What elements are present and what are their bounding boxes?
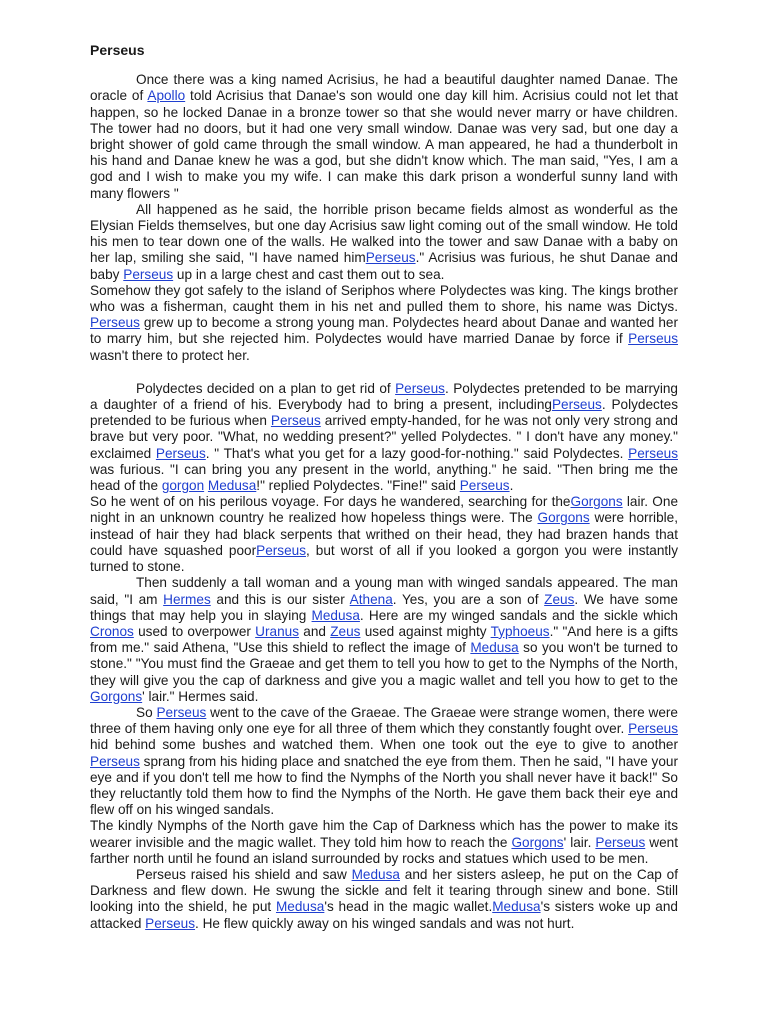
document-body <box>90 72 678 932</box>
link-perseus[interactable]: Perseus <box>145 915 196 931</box>
text-run: and <box>299 623 331 639</box>
text-run: ." "And here is a gifts from me." said Athena, "Use this shield to reflect the image of <box>90 623 679 656</box>
link-gorgons[interactable]: Gorgons <box>537 510 590 526</box>
link-perseus[interactable]: Perseus <box>551 397 602 413</box>
text-run: used to overpower <box>133 623 256 639</box>
text-run: . <box>509 478 514 494</box>
link-zeus[interactable]: Zeus <box>330 623 361 639</box>
text-run: wasn't there to protect her. <box>90 347 250 363</box>
link-medusa[interactable]: Medusa <box>492 899 541 915</box>
text-run: used against mighty <box>360 623 491 639</box>
text-run: . Here are my winged sandals and the sickle which <box>359 607 678 623</box>
text-run: went to the cave of the Graeae. The Graeae were strange women, there were three of them having only one eye for all three of them which they constantly fought over. <box>90 704 678 737</box>
text-run: Polydectes decided on a plan to get rid of <box>136 380 396 396</box>
text-run: . Polydectes pretended to be marrying a daughter of a friend of his. Everybody had to bring a present, including <box>90 380 678 413</box>
link-gorgon[interactable]: gorgon <box>161 478 205 494</box>
text-run: hid behind some bushes and watched them. When one took out the eye to give to another <box>90 737 678 753</box>
text-run: arrived empty-handed, for he was not only very strong and brave but very poor. "What, no wedding present?" yelled Polydectes. " I don't have any money." exclaimed <box>90 413 678 461</box>
link-perseus[interactable]: Perseus <box>90 315 140 331</box>
text-run: up in a large chest and cast them out to sea. <box>173 266 445 282</box>
paragraph <box>90 494 678 575</box>
link-cronos[interactable]: Cronos <box>90 623 134 639</box>
text-run: and this is our sister <box>210 591 350 607</box>
link-perseus[interactable]: Perseus <box>628 721 678 737</box>
link-medusa[interactable]: Medusa <box>275 899 325 915</box>
text-run: !" replied Polydectes. "Fine!" said <box>256 478 460 494</box>
text-run: . " That's what you get for a lazy good-for-nothing." said Polydectes. <box>205 445 629 461</box>
paragraph <box>90 818 678 867</box>
paragraph <box>90 867 678 932</box>
text-run: grew up to become a strong young man. Polydectes heard about Danae and wanted her to marry him, but she rejected him. Polydectes would have married Danae by force if <box>90 315 678 347</box>
text-run: ' lair." Hermes said. <box>142 688 259 704</box>
text-run: lair. One night in an unknown country he realized how hopeless things were. The <box>90 494 678 526</box>
link-medusa[interactable]: Medusa <box>470 640 519 656</box>
link-medusa[interactable]: Medusa <box>311 607 360 623</box>
link-apollo[interactable]: Apollo <box>147 88 186 104</box>
link-gorgons[interactable]: Gorgons <box>570 494 623 510</box>
document-page <box>90 42 678 932</box>
link-gorgons[interactable]: Gorgons <box>511 834 564 850</box>
text-run: went farther north until he found an island surrounded by rocks and statues which used to be men. <box>90 834 678 866</box>
paragraph <box>90 283 678 364</box>
text-run: , but worst of all if you looked a gorgon you were instantly turned to stone. <box>90 542 678 575</box>
text-run: Somehow they got safely to the island of Seriphos where Polydectes was king. The kings brother who was a fisherman, caught them in his net and pulled them to shore, his name was Dictys. <box>90 282 678 315</box>
link-uranus[interactable]: Uranus <box>255 623 299 639</box>
link-perseus[interactable]: Perseus <box>155 445 206 461</box>
text-run: sprang from his hiding place and snatched the eye from them. Then he said, "I have your eye and if you don't tell me how to find the Nymphs of the North you shall never have it back!" So they reluctantly told them how to find the Nymphs of the North. He gave them back their eye and flew off on his winged sandals. <box>90 753 678 818</box>
link-perseus[interactable]: Perseus <box>365 250 416 266</box>
text-run: ." Acrisius was furious, he shut Danae and baby <box>90 250 678 282</box>
text-run: were horrible, instead of hair they had black serpents that writhed on their head, they had brazen hands that could have squashed poor <box>90 510 678 558</box>
text-run: . We have some things that may help you in slaying <box>90 591 678 623</box>
text-run: told Acrisius that Danae's son would one day kill him. Acrisius could not let that happen, so he locked Danae in a bronze tower so that she would never marry or have children. The tower had no doors, but it had one very small window. Danae was very sad, but one day a bright shower of gold came through the small window. A man appeared, he had a thunderbolt in his hand and Danae knew he was a god, but she didn't know which. The man said, "Yes, I am a god and I wish to make you my wife. I can make this dark prison a wonderful sunny land with many flowers " <box>90 88 679 201</box>
text-run: 's head in the magic wallet. <box>324 899 493 915</box>
text-run: . He flew quickly away on his winged sandals and was not hurt. <box>195 915 575 931</box>
text-run: ' lair. <box>563 834 596 850</box>
link-perseus[interactable]: Perseus <box>90 753 140 769</box>
paragraph <box>90 202 678 283</box>
text-run: so you won't be turned to stone." "You must find the Graeae and get them to tell you how to get to the Nymphs of the North, they will give you the cap of darkness and give you a magic wallet and tell you how to get to the <box>90 640 678 688</box>
paragraph <box>90 381 678 494</box>
text-run: Once there was a king named Acrisius, he had a beautiful daughter named Danae. The oracle of <box>90 72 678 104</box>
link-medusa[interactable]: Medusa <box>351 866 400 882</box>
paragraph <box>90 705 678 818</box>
paragraph <box>90 72 678 202</box>
link-athena[interactable]: Athena <box>349 591 393 607</box>
document-title: Perseus <box>90 42 145 58</box>
text-run: The kindly Nymphs of the North gave him the Cap of Darkness which has the power to make its wearer invisible and the magic wallet. They told him how to reach the <box>90 818 678 850</box>
link-perseus[interactable]: Perseus <box>628 445 678 461</box>
paragraph <box>90 575 678 705</box>
text-run: Perseus raised his shield and saw <box>136 866 352 882</box>
link-perseus[interactable]: Perseus <box>256 542 307 558</box>
link-medusa[interactable]: Medusa <box>207 478 257 494</box>
link-perseus[interactable]: Perseus <box>395 380 445 396</box>
text-run: 's sisters woke up and attacked <box>90 899 678 931</box>
link-perseus[interactable]: Perseus <box>123 266 174 282</box>
link-perseus[interactable]: Perseus <box>270 413 321 429</box>
text-run: . Polydectes pretended to be furious when <box>90 397 678 429</box>
link-perseus[interactable]: Perseus <box>595 834 646 850</box>
text-run: and her sisters asleep, he put on the Cap of Darkness and flew down. He swung the sickle and felt it tearing through sinew and bone. Still looking into the shield, he put <box>90 866 678 915</box>
text-run: All happened as he said, the horrible prison became fields almost as wonderful as the Elysian Fields themselves, but one day Acrisius saw light coming out of the small window. He told his men to tear down one of the walls. He walked into the tower and saw Danae with a baby on her lap, smiling she said, "I have named him <box>90 201 678 266</box>
text-run: Then suddenly a tall woman and a young man with winged sandals appeared. The man said, "I am <box>90 575 678 607</box>
link-typhoeus[interactable]: Typhoeus <box>490 623 550 639</box>
link-perseus[interactable]: Perseus <box>628 331 678 347</box>
link-perseus[interactable]: Perseus <box>459 478 510 494</box>
text-run: . Yes, you are a son of <box>392 591 545 607</box>
text-run: So he went of on his perilous voyage. For days he wandered, searching for the <box>90 494 571 510</box>
link-hermes[interactable]: Hermes <box>163 591 211 607</box>
text-run: So <box>136 704 157 720</box>
text-run: was furious. "I can bring you any present in the world, anything." he said. "Then bring me the head of the <box>90 461 678 494</box>
link-gorgons[interactable]: Gorgons <box>90 688 143 704</box>
link-perseus[interactable]: Perseus <box>156 704 207 720</box>
link-zeus[interactable]: Zeus <box>544 591 575 607</box>
